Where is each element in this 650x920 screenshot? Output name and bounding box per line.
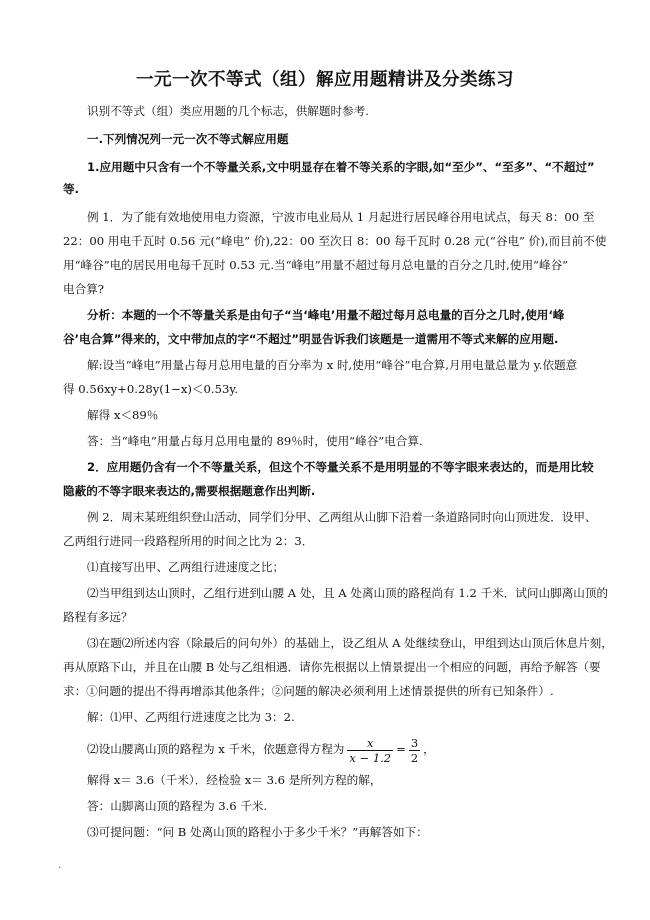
point-2-line-1: 2．应用题仍含有一个不等量关系，但这个不等量关系不是用明显的不等字眼来表达的，而是用比较 (87, 460, 594, 474)
example-1-line-1: 例 1．为了能有效地使用电力资源，宁波市电业局从 1 月起进行居民峰谷用电试点，每天 8：00 至 (87, 210, 595, 224)
equation-fraction-right (409, 736, 420, 765)
footer-mark: . (58, 860, 62, 871)
equals-sign: = (396, 742, 406, 756)
solution-1-line-1: 解:设当“峰电”用量占每月总用电量的百分率为 x 时,使用“峰谷”电合算,月用电量总量为 y.依题意 (87, 358, 578, 372)
solution-2-answer: 答：山脚离山顶的路程为 3.6 千米. (87, 799, 268, 813)
solution-1-line-2: 得 0.56xy+0.28y(1−x)＜0.53y. (63, 382, 239, 396)
example-2-line-2: 乙两组行进同一段路程所用的时间之比为 2：3． (63, 534, 314, 548)
example-2-line-1: 例 2．周末某班组织登山活动，同学们分甲、乙两组从山脚下沿着一条道路同时向山顶进发．设甲、 (87, 510, 597, 524)
fraction-right-numerator: 3 (410, 735, 419, 750)
equation-suffix: ， (423, 742, 435, 756)
point-2-line-2: 隐蔽的不等字眼来表达的,需要根据题意作出判断. (63, 484, 316, 498)
solution-2-step-1: 解：⑴甲、乙两组行进速度之比为 3：2. (87, 710, 295, 724)
section-heading-1: 一.下列情况列一元一次不等式解应用题 (87, 132, 289, 146)
example-2-question-3-line-2: 再从原路下山，并且在山腰 B 处与乙组相遇．请你先根据以上情景提出一个相应的问题，再给予解答（要 (63, 660, 601, 674)
example-2-question-2-line-2: 路程有多远？ (63, 610, 133, 624)
equation-fraction-left (347, 736, 393, 765)
solution-1-line-3: 解得 x＜89％ (87, 408, 159, 422)
solution-2-step-5: ⑶可提问题：“问 B 处离山顶的路程小于多少千米？”再解答如下： (87, 825, 428, 839)
solution-2-step-2 (87, 734, 610, 765)
example-2-question-1: ⑴直接写出甲、乙两组行进速度之比； (87, 560, 285, 574)
analysis-1-line-2: 谷’电合算”得来的，文中带加点的字“不超过”明显告诉我们该题是一道需用不等式来解的应用题. (63, 332, 559, 346)
point-1-line-2: 等. (63, 182, 79, 196)
example-1-line-2: 22：00 用电千瓦时 0.56 元(“峰电” 价),22：00 至次日 8：00 每千瓦时 0.28 元(“谷电” 价),而目前不使 (63, 234, 607, 248)
equation-intro: ⑵设山腰离山顶的路程为 x 千米，依题意得方程为 (87, 742, 345, 756)
fraction-left-numerator: x (347, 736, 393, 751)
fraction-left-denominator: x − 1.2 (349, 750, 392, 765)
example-2-question-2-line-1: ⑵当甲组到达山顶时，乙组行进到山腰 A 处，且 A 处离山顶的路程尚有 1.2 千米．试问山脚离山顶的 (87, 586, 609, 600)
fraction-right-denominator: 2 (410, 750, 419, 765)
analysis-1-line-1: 分析：本题的一个不等量关系是由句子“当‘峰电’用量不超过每月总电量的百分之几时,使用‘峰 (87, 308, 565, 322)
solution-1-answer: 答：当“峰电”用量占每月总用电量的 89％时，使用“峰谷”电合算. (87, 434, 423, 448)
intro-text: 识别不等式（组）类应用题的几个标志，供解题时参考. (87, 104, 369, 118)
example-2-question-3-line-3: 求：①问题的提出不得再增添其他条件；②问题的解决必须利用上述情景提供的所有已知条件）. (63, 684, 554, 698)
solution-2-step-3: 解得 x＝ 3.6（千米）．经检验 x＝ 3.6 是所列方程的解， (87, 773, 382, 787)
point-1-line-1: 1.应用题中只含有一个不等量关系,文中明显存在着不等关系的字眼,如“至少”、“至多”、“不超过” (87, 160, 595, 174)
example-1-line-3: 用“峰谷”电的居民用电每千瓦时 0.53 元.当“峰电”用量不超过每月总电量的百分之几时,使用“峰谷” (63, 258, 569, 272)
example-2-question-3-line-1: ⑶在题⑵所述内容（除最后的问句外）的基础上，设乙组从 A 处继续登山，甲组到达山顶后休息片刻， (87, 636, 613, 650)
page-title: 一元一次不等式（组）解应用题精讲及分类练习 (136, 70, 514, 90)
example-1-line-4: 电合算? (63, 282, 104, 296)
